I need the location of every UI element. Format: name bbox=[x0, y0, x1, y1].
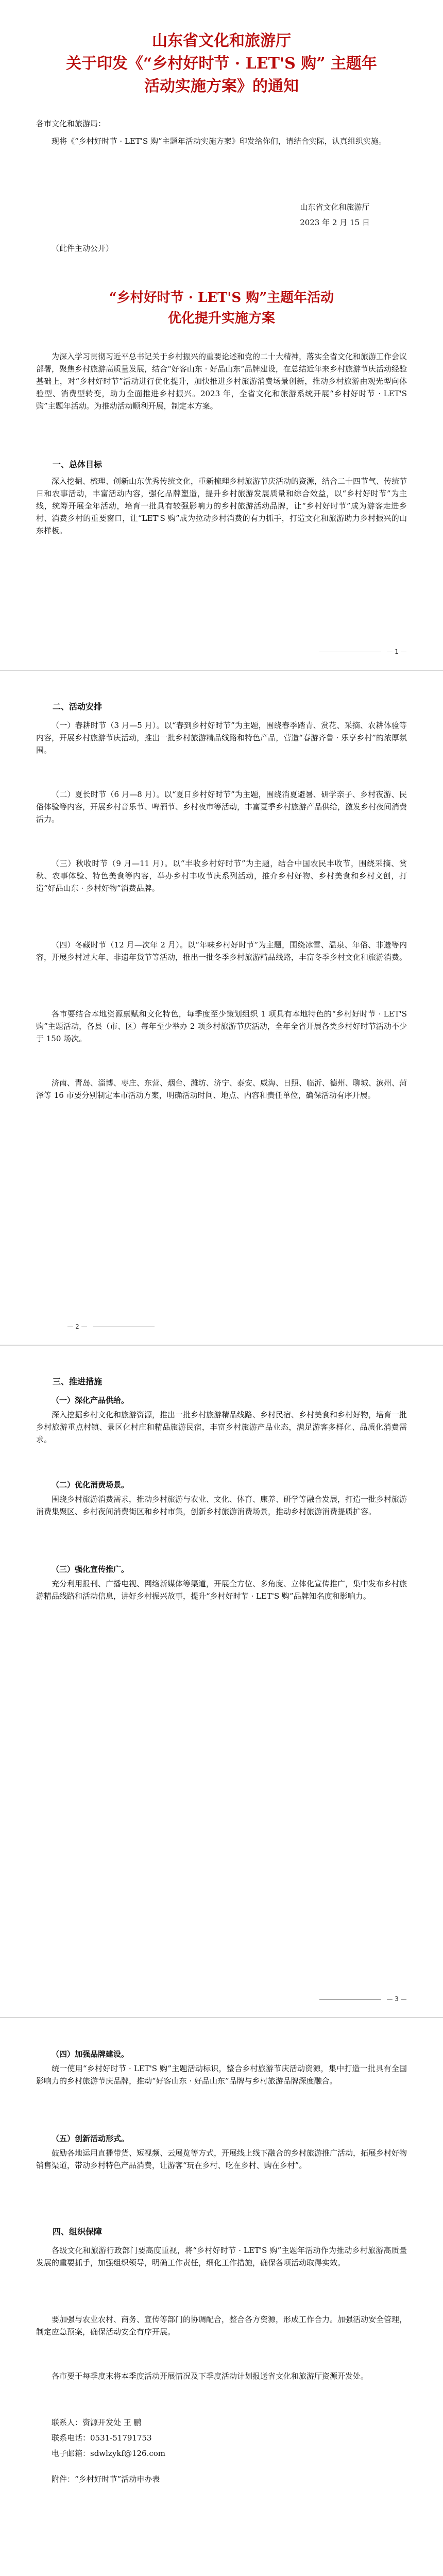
section-2-item-5: 各市要结合本地资源禀赋和文化特色，每季度至少策划组织 1 项具有本地特色的“乡村好时节 · LET'S 购”主题活动，各县（市、区）每年至少举办 2 项乡村旅游节庆活动，全年全省开展各类乡村好时节活动不少于 150 场次。 bbox=[36, 1009, 407, 1043]
section-4-para-1: 各级文化和旅游行政部门要高度重视，将“乡村好时节 · LET'S 购”主题年活动作为推动乡村旅游高质量发展的重要抓手，加强组织领导，明确工作责任，细化工作措施，确保各项活动取得实效。 bbox=[36, 2246, 407, 2267]
section-2-item-3: （三）秋收时节（9 月—11 月）。以“丰收乡村好时节”为主题，结合中国农民丰收节，围绕采摘、赏秋、农事体验、特色美食等内容，举办乡村丰收节庆系列活动，推介乡村好物、乡村美食和乡村文创，打造“好品山东 · 乡村好物”消费品牌。 bbox=[36, 859, 407, 893]
attachment-reference: 附件：“乡村好时节”活动申办表 bbox=[52, 2475, 160, 2484]
contact-label bbox=[36, 2416, 407, 2429]
notice-public-note: （此件主动公开） bbox=[52, 244, 114, 253]
section-3-item-5: 鼓励各地运用直播带货、短视频、云展览等方式，开展线上线下融合的乡村旅游推广活动，拓展乡村好物销售渠道，带动乡村特色产品消费，让游客“玩在乡村、吃在乡村、购在乡村”。 bbox=[36, 2148, 407, 2170]
page-number-2: — 2 — bbox=[0, 1321, 443, 1332]
section-1-heading: 一、总体目标 bbox=[53, 460, 103, 469]
section-4-para-3: 各市要于每季度末将本季度活动开展情况及下季度活动计划报送省文化和旅游厅资源开发处。 bbox=[52, 2371, 369, 2381]
section-2-item-2: （二）夏长时节（6 月—8 月）。以“夏日乡村好时节”为主题，围绕消夏避暑、研学亲子、乡村夜游、民俗体验等内容，开展乡村音乐节、啤酒节、乡村夜市等活动，丰富夏季乡村旅游产品供给，激发乡村夜间消费活力。 bbox=[36, 790, 407, 824]
section-2-item-6: 济南、青岛、淄博、枣庄、东营、烟台、潍坊、济宁、泰安、威海、日照、临沂、德州、聊城、滨州、菏泽等 16 市要分别制定本市活动方案，明确活动时间、地点、内容和责任单位，确保活动有序开展。 bbox=[36, 1078, 407, 1100]
plan-intro: 为深入学习贯彻习近平总书记关于乡村振兴的重要论述和党的二十大精神，落实全省文化和旅游工作会议部署，聚焦乡村旅游高质量发展，结合“好客山东 · 好品山东”品牌建设，在总结近年来乡村旅游节庆活动经验基础上，对“乡村好时节”活动进行优化提升，加快推进乡村旅游消费场景创新，推动乡村旅游由观光型向体验型、消费型转变，助力全面推进乡村振兴。2023 年，全省文化和旅游系统开展“乡村好时节 · LET'S 购”主题年活动。为推动活动顺利开展，制定本方案。 bbox=[36, 352, 407, 411]
plan-title-line2: 优化提升实施方案 bbox=[167, 311, 275, 326]
page-number-1: — 1 — bbox=[0, 647, 443, 657]
doc-title-line1: 山东省文化和旅游厅 bbox=[152, 32, 291, 50]
section-3-item-2: 围绕乡村旅游消费需求，推动乡村旅游与农业、文化、体育、康养、研学等融合发展，打造一批乡村旅游消费集聚区、乡村夜间消费街区和乡村市集，创新乡村旅游消费场景，推动乡村旅游消费提质扩容。 bbox=[36, 1495, 407, 1516]
contact-email: 电子邮箱：sdwlzykf@126.com bbox=[52, 2449, 166, 2458]
page-divider bbox=[0, 1345, 443, 1346]
section-3-item-1-head: （一）深化产品供给。 bbox=[52, 1396, 129, 1405]
section-2-item-1: （一）春耕时节（3 月—5 月）。以“春到乡村好时节”为主题，围绕春季踏青、赏花、采摘、农耕体验等内容，开展乡村旅游节庆活动，推出一批乡村旅游精品线路和特色产品，营造“春游齐鲁 · 乐享乡村”的浓厚氛围。 bbox=[36, 721, 407, 755]
section-3-item-4: 统一使用“乡村好时节 · LET'S 购”主题活动标识，整合乡村旅游节庆活动资源，集中打造一批具有全国影响力的乡村旅游节庆品牌，推动“好客山东 · 好品山东”品牌与乡村旅游品牌深度融合。 bbox=[36, 2064, 407, 2086]
section-3-item-3: 充分利用报刊、广播电视、网络新媒体等渠道，开展全方位、多角度、立体化宣传推广，集中发布乡村旅游精品线路和活动信息，讲好乡村振兴故事，提升“乡村好时节 · LET'S 购”品牌知名度和影响力。 bbox=[36, 1579, 407, 1601]
contact-label-text: 联系人： bbox=[52, 2418, 83, 2427]
page-number-3: — 3 — bbox=[0, 1994, 443, 2004]
notice-recipients: 各市文化和旅游局： bbox=[36, 119, 106, 128]
contact-phone: 联系电话：0531-51791753 bbox=[52, 2433, 152, 2443]
section-3-heading: 三、推进措施 bbox=[53, 1377, 103, 1386]
section-3-item-4-head: （四）加强品牌建设。 bbox=[52, 2049, 129, 2059]
section-3-item-1: 深入挖掘乡村文化和旅游资源，推出一批乡村旅游精品线路、乡村民宿、乡村美食和乡村好物，培育一批乡村旅游重点村镇、景区化村庄和精品旅游民宿，丰富乡村旅游产品业态，满足游客多样化、品质化消费需求。 bbox=[36, 1410, 407, 1444]
section-4-heading: 四、组织保障 bbox=[53, 2227, 103, 2236]
contact-name: 资源开发处 王 鹏 bbox=[82, 2418, 142, 2427]
section-2-item-4: （四）冬藏时节（12 月—次年 2 月）。以“年味乡村好时节”为主题，围绕冰雪、温泉、年俗、非遗等内容，开展乡村过大年、非遗年货节等活动，推出一批冬季乡村旅游精品线路，丰富冬季乡村文化和旅游消费。 bbox=[36, 940, 407, 962]
section-3-item-5-head: （五）创新活动形式。 bbox=[52, 2134, 129, 2143]
notice-signer: 山东省文化和旅游厅 bbox=[300, 202, 370, 212]
notice-date: 2023 年 2 月 15 日 bbox=[300, 218, 370, 227]
section-3-item-2-head: （二）优化消费场景。 bbox=[52, 1480, 129, 1489]
section-3-item-3-head: （三）强化宣传推广。 bbox=[52, 1565, 129, 1574]
page-divider bbox=[0, 670, 443, 671]
section-2-heading: 二、活动安排 bbox=[53, 702, 103, 711]
plan-title-line1: “乡村好时节 · LET'S 购”主题年活动 bbox=[109, 290, 334, 306]
section-4-para-2: 要加强与农业农村、商务、宣传等部门的协调配合，整合各方资源，形成工作合力。加强活动安全管理，制定应急预案，确保活动安全有序开展。 bbox=[36, 2315, 407, 2336]
page-divider bbox=[0, 2017, 443, 2018]
doc-title-line3: 活动实施方案》的通知 bbox=[144, 77, 299, 95]
section-1-body: 深入挖掘、梳理、创新山东优秀传统文化，重新梳理乡村旅游节庆活动的资源，结合二十四节气、传统节日和农事活动，丰富活动内容，强化品牌塑造，提升乡村旅游发展质量和综合效益，以“乡村好时节”为主线，统筹开展全年活动，培育一批具有较强影响力的乡村旅游活动品牌，让“乡村好时节”成为游客走进乡村、消费乡村的重要窗口，让“LET'S 购”成为拉动乡村消费的有力抓手，打造文化和旅游助力乡村振兴的山东样板。 bbox=[36, 477, 407, 535]
notice-body: 现将《“乡村好时节 · LET'S 购”主题年活动实施方案》印发给你们，请结合实际，认真组织实施。 bbox=[52, 137, 386, 146]
doc-title-line2: 关于印发《“乡村好时节 · LET'S 购” 主题年 bbox=[66, 55, 377, 73]
